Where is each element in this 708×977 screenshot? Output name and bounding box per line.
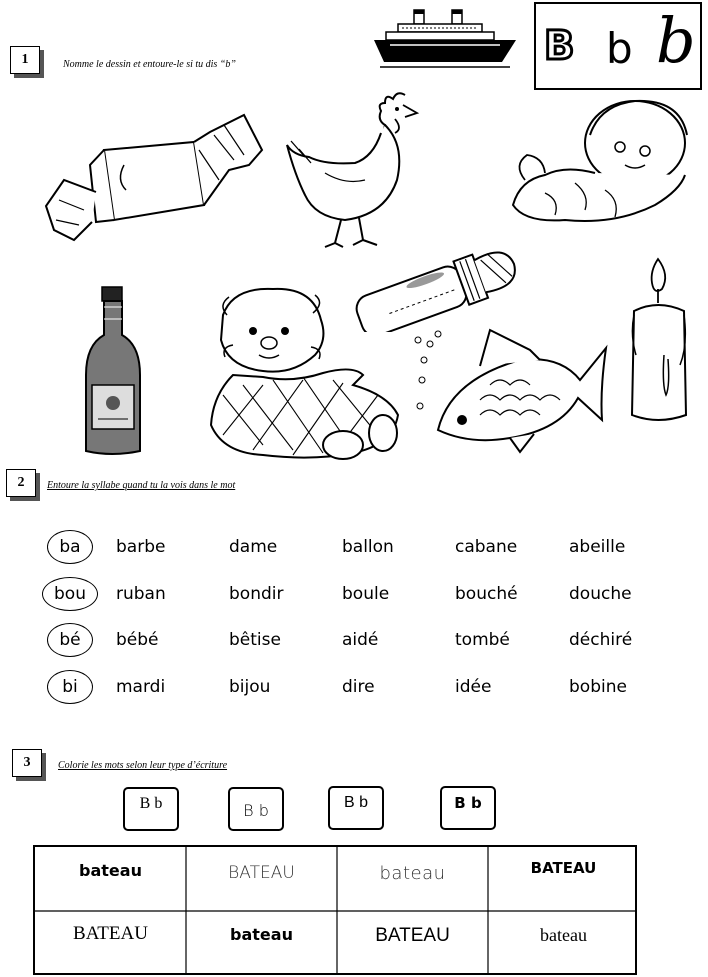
letter-print-lower: b	[606, 24, 633, 73]
syllable-ba[interactable]: ba	[47, 530, 93, 564]
word[interactable]: aidé	[342, 630, 379, 650]
grid-word: bateau	[379, 863, 446, 884]
grid-cell[interactable]	[186, 911, 337, 973]
word[interactable]: dire	[342, 677, 375, 697]
legend-box-rounded[interactable]: B b	[440, 786, 496, 830]
section-number-2: 2	[6, 469, 36, 497]
fish-drawing[interactable]	[410, 320, 610, 460]
word[interactable]: bouché	[455, 584, 518, 604]
grid-word: BATEAU	[375, 925, 450, 946]
section-number-1: 1	[10, 46, 40, 74]
grid-cell[interactable]	[488, 847, 639, 911]
letter-print-upper: B	[544, 23, 575, 69]
word[interactable]: idée	[455, 677, 492, 697]
legend-box-sans[interactable]: B b	[328, 786, 384, 830]
word-grid	[33, 845, 637, 975]
word[interactable]: ruban	[116, 584, 166, 604]
legend-box-light[interactable]: B b	[228, 787, 284, 831]
grid-cell[interactable]	[488, 911, 639, 973]
word[interactable]: douche	[569, 584, 632, 604]
grid-word: BATEAU	[228, 863, 295, 883]
hen-drawing[interactable]	[285, 85, 430, 255]
grid-word: BATEAU	[73, 923, 148, 944]
syllable-bi[interactable]: bi	[47, 670, 93, 704]
grid-cell[interactable]	[35, 847, 186, 911]
section1-instruction: Nomme le dessin et entoure-le si tu dis “b”	[63, 59, 236, 70]
word[interactable]: bobine	[569, 677, 627, 697]
grid-cell[interactable]	[337, 911, 488, 973]
word[interactable]: bondir	[229, 584, 284, 604]
grid-cell[interactable]	[35, 911, 186, 973]
word[interactable]: cabane	[455, 537, 518, 557]
section3-instruction: Colorie les mots selon leur type d’écriture	[58, 760, 228, 771]
grid-word: bateau	[79, 861, 142, 880]
baby-drawing[interactable]	[505, 95, 705, 235]
grid-cell[interactable]	[186, 847, 337, 911]
word[interactable]: mardi	[116, 677, 166, 697]
grid-cell[interactable]	[337, 847, 488, 911]
syllable-bou[interactable]: bou	[42, 577, 98, 611]
ship-drawing	[370, 4, 520, 70]
grid-word: BATEAU	[530, 859, 597, 877]
candy-drawing[interactable]	[44, 110, 274, 250]
word[interactable]: déchiré	[569, 630, 633, 650]
word[interactable]: bijou	[229, 677, 271, 697]
syllable-be[interactable]: bé	[47, 623, 93, 657]
legend-box-serif[interactable]: B b	[123, 787, 179, 831]
letters-box	[534, 2, 702, 90]
word[interactable]: bêtise	[229, 630, 281, 650]
word[interactable]: ballon	[342, 537, 394, 557]
grid-word: bateau	[540, 925, 587, 945]
grid-word: bateau	[230, 925, 293, 944]
letter-cursive: b	[656, 4, 696, 77]
word[interactable]: boule	[342, 584, 390, 604]
word[interactable]: abeille	[569, 537, 626, 557]
word[interactable]: barbe	[116, 537, 166, 557]
section-number-3: 3	[12, 749, 42, 777]
candle-drawing[interactable]	[628, 255, 690, 425]
doll-drawing[interactable]	[203, 285, 403, 465]
section2-instruction: Entoure la syllabe quand tu la vois dans le mot	[47, 480, 236, 491]
word[interactable]: tombé	[455, 630, 510, 650]
word[interactable]: dame	[229, 537, 278, 557]
bottle-drawing[interactable]	[82, 285, 144, 457]
word[interactable]: bébé	[116, 630, 159, 650]
